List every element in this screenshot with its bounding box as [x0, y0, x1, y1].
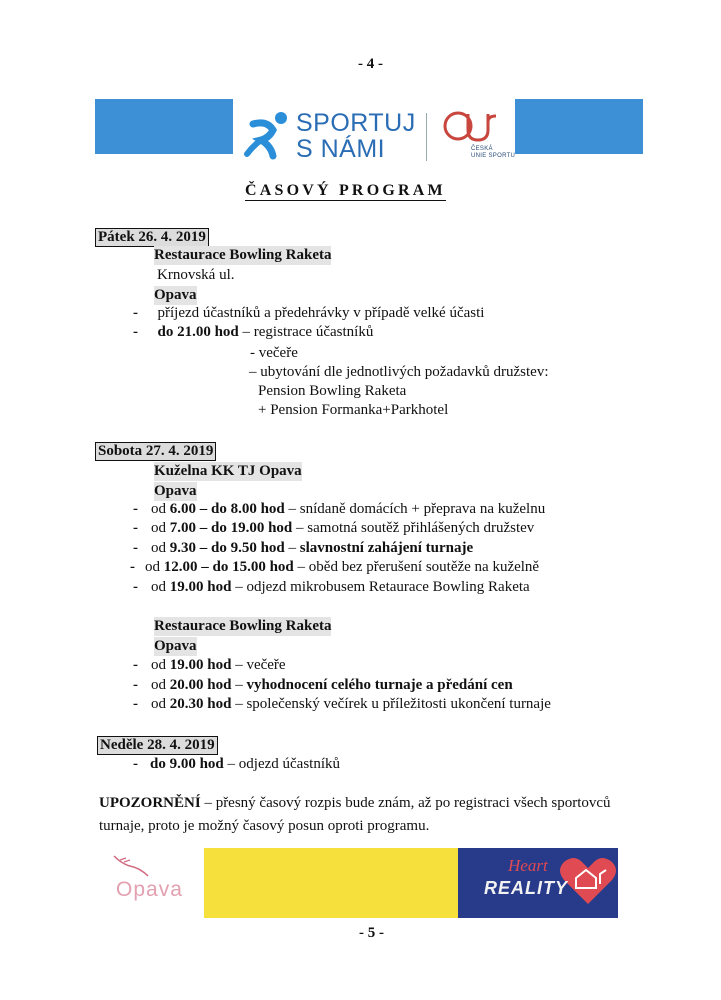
runner-icon — [243, 110, 293, 169]
friday-venue: Restaurace Bowling Raketa — [154, 247, 332, 263]
brand-logo-text — [296, 110, 416, 162]
notice-text: – přesný časový rozpis bude znám, až po registraci všech sportovců turnaje, proto je možný časový posun oproti programu. — [99, 795, 611, 834]
friday-sub-1: - večeře — [250, 345, 298, 361]
opava-logo-panel — [100, 848, 204, 918]
item-time-start: 6.00 — [169, 501, 196, 517]
heart-reality-logo — [458, 848, 618, 918]
item-bold-text: vyhodnocení celého turnaje a předání cen — [246, 677, 513, 693]
item-time: 20.00 hod — [169, 677, 232, 693]
saturday-venue-2: Restaurace Bowling Raketa — [154, 618, 332, 634]
item-time: 19.00 hod — [169, 657, 232, 673]
saturday-city-2: Opava — [154, 638, 197, 654]
friday-item-2-text: – registrace účastníků — [238, 324, 374, 340]
day-heading-sunday: Neděle 28. 4. 2019 — [97, 736, 218, 755]
evening-item-2 — [133, 676, 513, 695]
item-time-start: 12.00 — [163, 559, 198, 575]
friday-item-1 — [133, 304, 484, 323]
item-dash: – — [196, 501, 211, 517]
bullet-dash: - — [133, 520, 138, 536]
friday-street: Krnovská ul. — [157, 267, 235, 283]
item-text: – večeře — [231, 657, 286, 673]
brand-line-2: S NÁMI — [296, 135, 386, 163]
item-prefix: od — [151, 696, 170, 712]
footer-yellow-band — [204, 848, 458, 918]
friday-sub-2: – ubytování dle jednotlivých požadavků družstev: — [249, 364, 549, 380]
item-text: – snídaně domácích + přeprava na kuželnu — [284, 501, 546, 517]
day-heading-saturday: Sobota 27. 4. 2019 — [95, 442, 216, 461]
item-prefix: od — [151, 501, 170, 517]
page-title: ČASOVÝ PROGRAM — [245, 182, 446, 199]
item-bold-text: slavnostní zahájení turnaje — [299, 540, 474, 556]
friday-item-2 — [133, 323, 373, 342]
friday-sub-4: + Pension Formanka+Parkhotel — [258, 402, 449, 418]
item-time: do 9.00 hod — [150, 756, 224, 772]
opava-logo-text: Opava — [116, 878, 183, 901]
item-text: – odjezd účastníků — [223, 756, 341, 772]
item-prefix: od — [151, 540, 170, 556]
cus-logo-text — [471, 146, 515, 160]
item-time: 20.30 hod — [169, 696, 232, 712]
day-heading-friday: Pátek 26. 4. 2019 — [95, 228, 209, 247]
bullet-dash: - — [133, 677, 138, 693]
reality-logo-text: REALITY — [484, 878, 569, 898]
item-time-end: do 15.00 hod — [212, 559, 294, 575]
heart-logo-text: Heart — [508, 856, 548, 875]
friday-city: Opava — [154, 287, 197, 303]
notice-paragraph — [99, 792, 619, 838]
saturday-venue: Kuželna KK TJ Opava — [154, 463, 302, 479]
item-prefix: od — [151, 657, 170, 673]
bullet-dash: - — [133, 579, 138, 595]
bullet-dash: - — [133, 324, 138, 340]
item-dash: – — [196, 540, 211, 556]
item-prefix: od — [151, 579, 170, 595]
cus-line-2: UNIE SPORTU — [471, 153, 516, 159]
evening-item-3 — [133, 695, 551, 714]
item-text: – — [231, 677, 247, 693]
bullet-dash: - — [133, 756, 138, 772]
saturday-item-5 — [133, 578, 530, 597]
item-time-start: 9.30 — [169, 540, 196, 556]
item-prefix: od — [151, 677, 170, 693]
item-text: – společenský večírek u příležitosti ukončení turnaje — [231, 696, 551, 712]
evening-item-1 — [133, 656, 286, 675]
item-text: – — [284, 540, 300, 556]
page-number-bottom: - 5 - — [359, 925, 384, 941]
saturday-item-4 — [130, 558, 539, 577]
item-time-start: 19.00 hod — [169, 579, 232, 595]
sunday-item-1 — [133, 755, 340, 774]
notice-heading: UPOZORNĚNÍ — [99, 795, 201, 811]
saturday-item-2 — [133, 519, 534, 538]
bullet-dash: - — [133, 657, 138, 673]
friday-item-1-text: příjezd účastníků a předehrávky v případě velké účasti — [157, 305, 485, 321]
page-number-top: - 4 - — [358, 56, 383, 72]
bullet-dash: - — [130, 559, 135, 575]
bullet-dash: - — [133, 501, 138, 517]
logo-divider — [426, 113, 427, 161]
bullet-dash: - — [133, 540, 138, 556]
item-time-end: do 9.50 hod — [211, 540, 285, 556]
item-text: – oběd bez přerušení soutěže na kuželně — [293, 559, 540, 575]
item-text: – odjezd mikrobusem Retaurace Bowling Raketa — [231, 579, 530, 595]
item-prefix: od — [151, 520, 170, 536]
saturday-city: Opava — [154, 483, 197, 499]
bullet-dash: - — [133, 696, 138, 712]
item-time-end: do 8.00 hod — [211, 501, 285, 517]
friday-sub-3: Pension Bowling Raketa — [258, 383, 407, 399]
item-time-start: 7.00 — [169, 520, 196, 536]
cus-line-1: ČESKÁ — [471, 146, 493, 152]
item-time-end: do 19.00 hod — [211, 520, 293, 536]
item-dash: – — [197, 559, 213, 575]
friday-item-2-time: do 21.00 hod — [157, 324, 239, 340]
item-dash: – — [196, 520, 211, 536]
item-prefix: od — [145, 559, 164, 575]
item-text: – samotná soutěž přihlášených družstev — [292, 520, 535, 536]
bullet-dash: - — [133, 305, 138, 321]
brand-line-1: SPORTUJ — [296, 109, 416, 137]
saturday-item-1 — [133, 500, 545, 519]
saturday-item-3 — [133, 539, 473, 558]
